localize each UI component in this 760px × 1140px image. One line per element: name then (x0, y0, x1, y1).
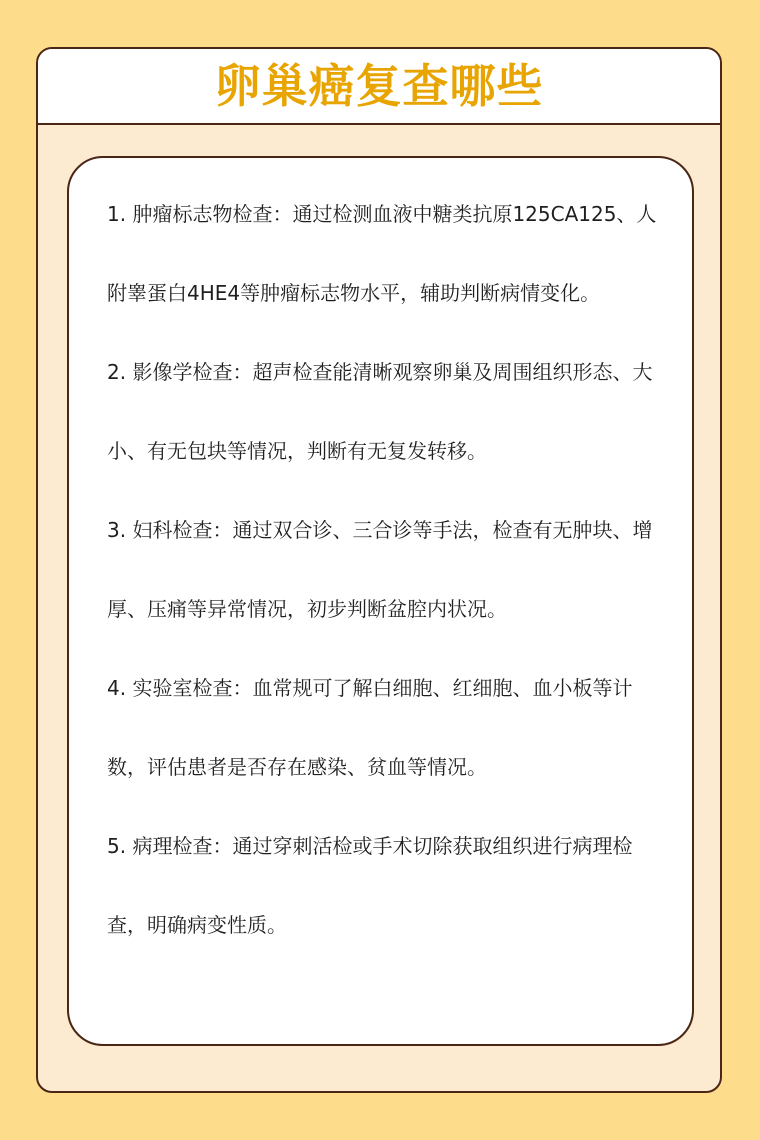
checkup-item-imaging: 2. 影像学检查：超声检查能清晰观察卵巢及周围组织形态、大小、有无包块等情况，判断有无复发转移。 (107, 360, 653, 463)
page-title: 卵巢癌复查哪些 (214, 59, 544, 113)
content-panel (67, 156, 694, 1046)
checkup-item-pathology: 5. 病理检查：通过穿刺活检或手术切除获取组织进行病理检查，明确病变性质。 (107, 834, 633, 937)
checkup-item-tumor-markers: 1. 肿瘤标志物检查：通过检测血液中糖类抗原125CA125、人附睾蛋白4HE4等肿瘤标志物水平，辅助判断病情变化。 (107, 202, 657, 305)
checkup-item-laboratory: 4. 实验室检查：血常规可了解白细胞、红细胞、血小板等计数，评估患者是否存在感染、贫血等情况。 (107, 676, 633, 779)
checkup-list (107, 175, 667, 965)
checkup-item-gynecological: 3. 妇科检查：通过双合诊、三合诊等手法，检查有无肿块、增厚、压痛等异常情况，初步判断盆腔内状况。 (107, 518, 653, 621)
card-header (38, 49, 720, 125)
